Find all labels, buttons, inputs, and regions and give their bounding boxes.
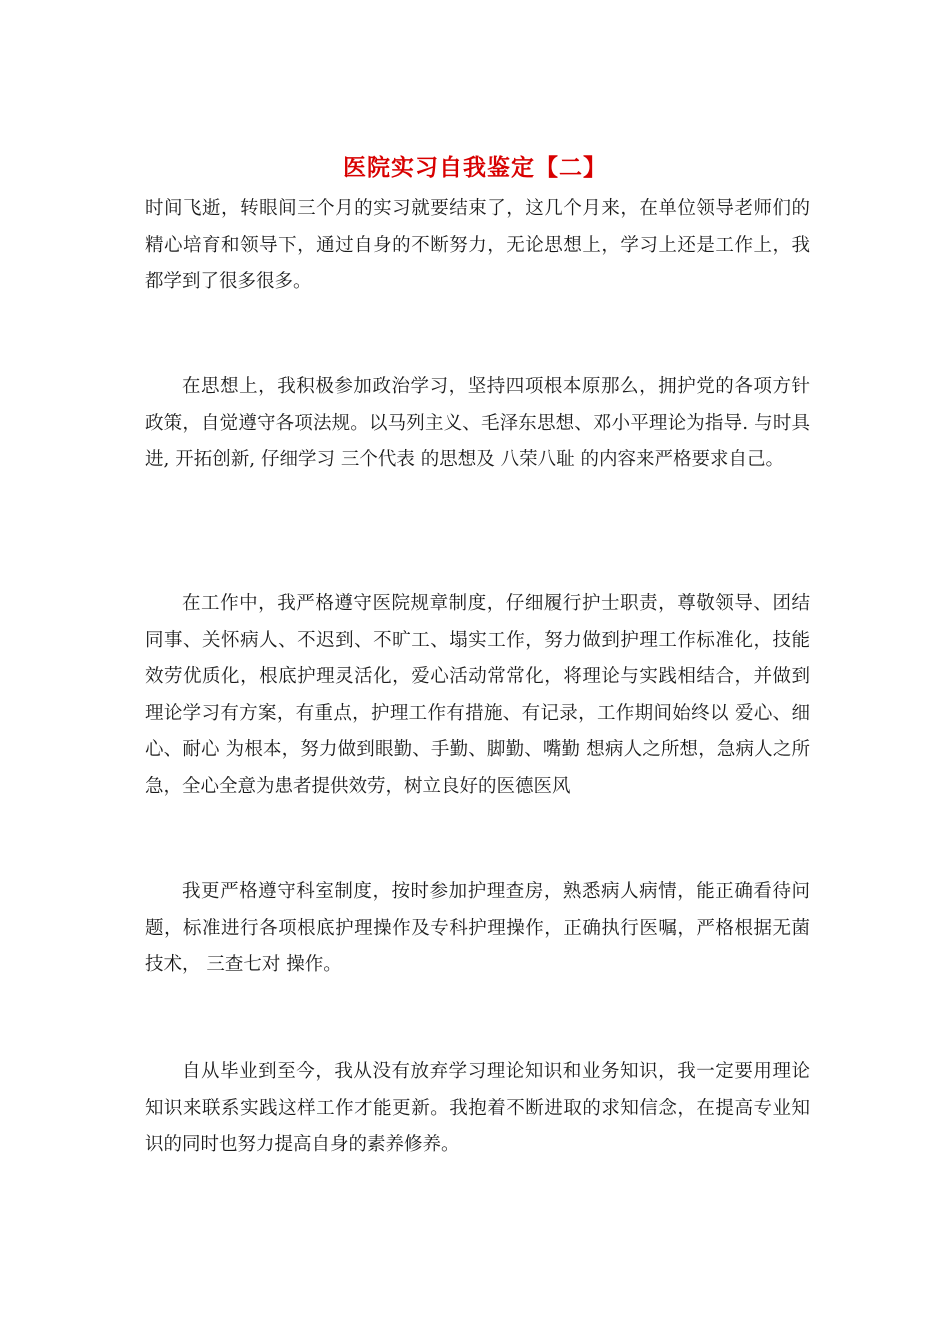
paragraph-learning: 自从毕业到至今，我从没有放弃学习理论知识和业务知识，我一定要用理论知识来联系实践这样工作才能更新。我抱着不断进取的求知信念，在提高专业知识的同时也努力提高自身的素养修养。 <box>145 1061 810 1155</box>
document-title: 医院实习自我鉴定【二】 <box>343 154 607 181</box>
paragraph-department-rules: 我更严格遵守科室制度，按时参加护理查房，熟悉病人病情，能正确看待问题，标准进行各项根底护理操作及专科护理操作，正确执行医嘱，严格根据无菌技术， 三查七对 操作。 <box>145 881 810 975</box>
paragraph-work: 在工作中，我严格遵守医院规章制度，仔细履行护士职责，尊敬领导、团结同事、关怀病人、不迟到、不旷工、塌实工作，努力做到护理工作标准化，技能效劳优质化，根底护理灵活化，爱心活动常常化，将理论与实践相结合，并做到理论学习有方案，有重点，护理工作有措施、有记录，工作期间始终以 爱心、细心、耐心 为根本，努力做到眼勤、手勤、脚勤、嘴勤 想病人之所想，急病人之所急，全心全意为患者提供效劳，树立良好的医德医风 <box>145 593 810 797</box>
paragraph-ideology: 在思想上，我积极参加政治学习，坚持四项根本原那么，拥护党的各项方针政策，自觉遵守各项法规。以马列主义、毛泽东思想、邓小平理论为指导. 与时具进, 开拓创新, 仔细学习 三个代表 的思想及 八荣八耻 的内容来严格要求自己。 <box>145 376 810 470</box>
paragraph-intro: 时间飞逝，转眼间三个月的实习就要结束了，这几个月来，在单位领导老师们的精心培育和领导下，通过自身的不断努力，无论思想上，学习上还是工作上，我都学到了很多很多。 <box>145 198 810 292</box>
